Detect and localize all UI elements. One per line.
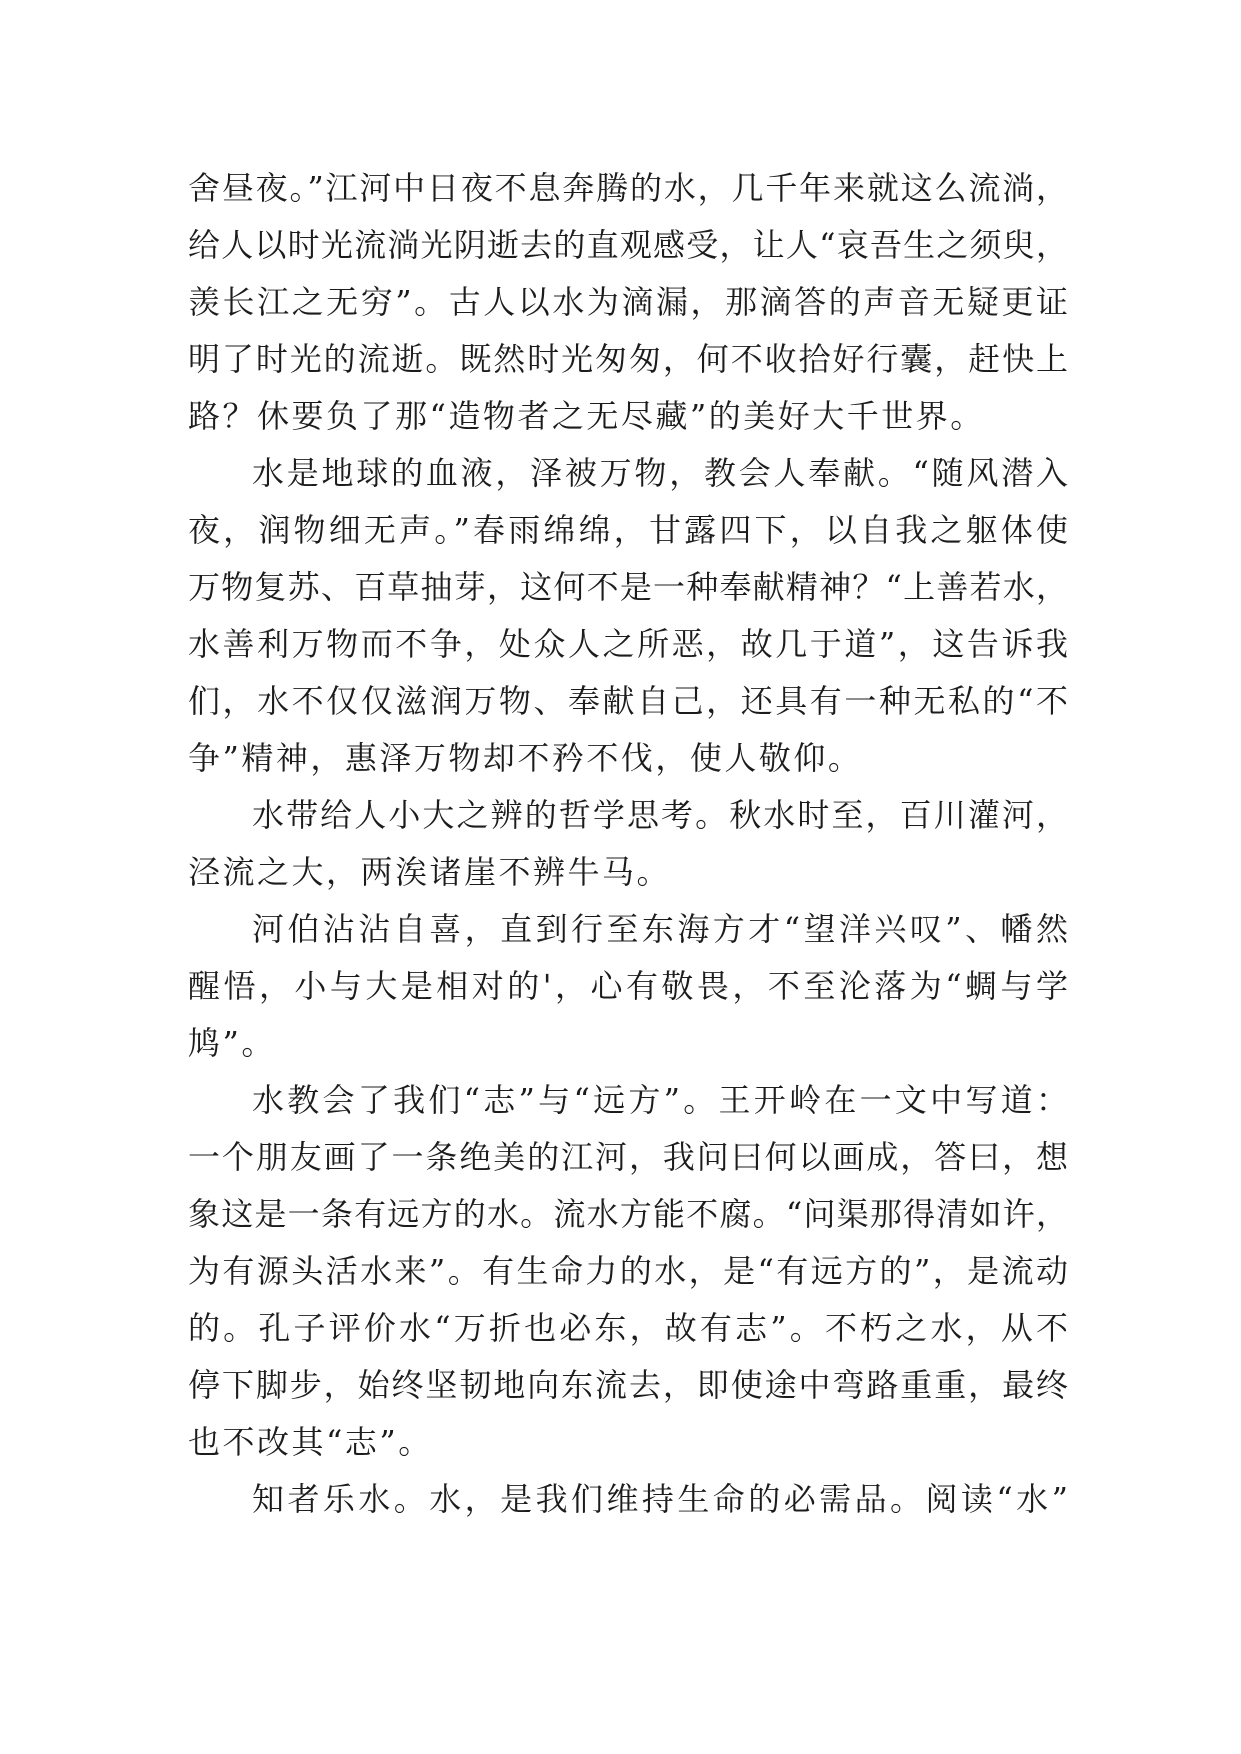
- line-text: 争”精神，惠泽万物却不矜不伐，使人敬仰。: [188, 739, 863, 777]
- line-text: 的。孔子评价水“万折也必东，故有志”。不朽之水，从不: [188, 1309, 1072, 1347]
- text-line: [188, 331, 1068, 388]
- line-text: 水是地球的血液，泽被万物，教会人奉献。“随风潜入: [252, 454, 1071, 492]
- text-line: [188, 388, 1068, 445]
- text-line: [188, 1357, 1068, 1414]
- text-line: [188, 160, 1068, 217]
- line-text: 河伯沾沾自喜，直到行至东海方才“望洋兴叹”、幡然: [252, 910, 1072, 948]
- line-text: 象这是一条有远方的水。流水方能不腐。“问渠那得清如许，: [188, 1195, 1070, 1233]
- line-text: 路？休要负了那“造物者之无尽藏”的美好大千世界。: [188, 397, 985, 435]
- line-text: 羡长江之无穷”。古人以水为滴漏，那滴答的声音无疑更证: [188, 283, 1071, 321]
- text-line: [188, 1414, 1068, 1471]
- line-text: 夜，润物细无声。”春雨绵绵，甘露四下，以自我之躯体使: [188, 511, 1072, 549]
- paragraph-first-line: [188, 445, 1071, 502]
- line-text: 泾流之大，两涘诸崖不辨牛马。: [188, 853, 672, 891]
- line-text: 知者乐水。水，是我们维持生命的必需品。阅读“水”: [252, 1480, 1072, 1518]
- text-line: [188, 502, 1072, 559]
- line-text: 停下脚步，始终坚韧地向东流去，即使途中弯路重重，最终: [188, 1366, 1070, 1404]
- paragraph-first-line: [188, 1471, 1072, 1528]
- line-text: 们，水不仅仅滋润万物、奉献自己，还具有一种无私的“不: [188, 682, 1071, 720]
- text-line: [188, 616, 1071, 673]
- line-text: 为有源头活水来”。有生命力的水，是“有远方的”，是流动: [188, 1252, 1071, 1290]
- text-line: [188, 217, 1068, 274]
- text-line: [188, 844, 1068, 901]
- line-text: 醒悟，小与大是相对的'，心有敬畏，不至沦落为“蜩与学: [188, 967, 1072, 1005]
- line-text: 水善利万物而不争，处众人之所恶，故几于道”，这告诉我: [188, 625, 1071, 663]
- paragraph-first-line: [188, 787, 1071, 844]
- text-line: [188, 559, 1068, 616]
- text-line: [188, 1300, 1072, 1357]
- line-text: 鸠”。: [188, 1024, 276, 1062]
- text-line: [188, 1186, 1068, 1243]
- text-line: [188, 730, 1068, 787]
- line-text: 万物复苏、百草抽芽，这何不是一种奉献精神？“上善若水，: [188, 568, 1070, 606]
- line-text: 给人以时光流淌光阴逝去的直观感受，让人“哀吾生之须臾，: [188, 226, 1070, 264]
- text-line: [188, 1243, 1071, 1300]
- text-line: [188, 274, 1071, 331]
- line-text: 也不改其“志”。: [188, 1423, 433, 1461]
- line-text: 水带给人小大之辨的哲学思考。秋水时至，百川灌河，: [252, 796, 1071, 834]
- body-text: [188, 160, 1072, 1528]
- text-line: [188, 1015, 1068, 1072]
- line-text: 明了时光的流逝。既然时光匆匆，何不收拾好行囊，赶快上: [188, 340, 1070, 378]
- text-line: [188, 1129, 1068, 1186]
- paragraph-first-line: [188, 901, 1072, 958]
- text-line: [188, 673, 1071, 730]
- line-text: 舍昼夜。”江河中日夜不息奔腾的水，几千年来就这么流淌，: [188, 169, 1070, 207]
- text-line: [188, 958, 1072, 1015]
- line-text: 水教会了我们“志”与“远方”。王开岭在一文中写道：: [252, 1081, 1072, 1119]
- paragraph-first-line: [188, 1072, 1072, 1129]
- line-text: 一个朋友画了一条绝美的江河，我问曰何以画成，答曰，想: [188, 1138, 1070, 1176]
